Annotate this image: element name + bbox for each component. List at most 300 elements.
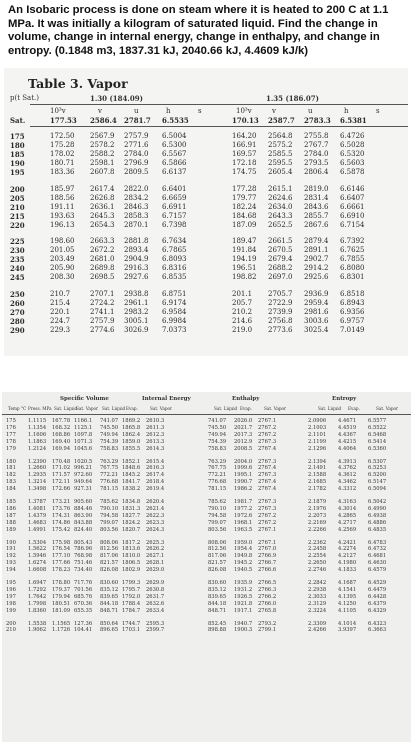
table1-cell: 7.0373	[162, 325, 187, 334]
table2-cell: 2629.9	[146, 580, 165, 586]
table1-cell: 2617.4	[90, 184, 115, 193]
table1-cell: 191.11	[50, 202, 75, 211]
table2-cell: 2610.3	[146, 418, 165, 424]
table1-cell: 2670.5	[268, 246, 293, 255]
table2-cell: 1.6947	[28, 580, 47, 586]
table1-cell: 2585.5	[268, 150, 293, 159]
table1-row	[4, 246, 408, 255]
table2-cell: 808.06	[100, 539, 119, 546]
table1-cell: 2661.5	[268, 237, 293, 245]
table2-cell: 171.57	[52, 472, 71, 479]
table1-cell: 6.5320	[340, 150, 365, 159]
header-rule	[30, 104, 408, 105]
table2-cell: 2611.3	[146, 424, 165, 431]
table1-cell: 2626.8	[90, 193, 115, 202]
table2-cell: 843.88	[74, 519, 93, 526]
table2-cell: 1838.2	[122, 486, 141, 493]
table2-cell: 6.5200	[368, 472, 387, 479]
table2-cell: 180.51	[52, 600, 71, 607]
table2-cell: 176	[6, 424, 16, 431]
table2-cell: 1806.5	[122, 560, 141, 567]
table2-cell: 1.3214	[28, 479, 47, 486]
table2-cell: 996.21	[74, 465, 93, 472]
table1-cell: 2724.2	[90, 298, 115, 307]
table2-cell: 1959.0	[234, 539, 253, 546]
table2-cell: 195	[6, 580, 16, 586]
table2-cell: 4.3312	[338, 486, 357, 493]
table2-cell: 4.3163	[338, 499, 357, 505]
table1-cell: 2891.1	[304, 246, 329, 255]
table1-cell: 2636.1	[90, 202, 115, 211]
table1-cell: 2959.4	[304, 298, 329, 307]
table2-cell: 2.2073	[308, 512, 327, 519]
table1-cell: 6.5381	[340, 116, 367, 125]
table1-row	[4, 194, 408, 203]
table2-cell: 197	[6, 593, 16, 600]
table2-cell: 844.18	[208, 600, 227, 607]
table1-cell: 174.75	[232, 168, 257, 177]
table1-cell: 240	[10, 264, 25, 274]
table2-cell: 2626.2	[146, 546, 165, 553]
table1-cell: 2927.6	[124, 273, 149, 282]
table2-cell: 2767.3	[258, 505, 277, 512]
table2-cell: 4.3014	[338, 505, 357, 512]
table1-cell: 2578.2	[90, 141, 115, 150]
table2-cell: 1845.2	[122, 472, 141, 479]
table1-cell: 6.8080	[340, 264, 365, 273]
table2-cell: 187	[6, 512, 16, 519]
table1-cell: 235	[10, 255, 25, 265]
table2-cell: 898.88	[208, 627, 227, 634]
table1-cell: 172.50	[50, 132, 75, 140]
table2-cell: 6.5307	[368, 458, 387, 465]
table2-cell: 790.10	[208, 505, 227, 512]
table1-cell: 6.6659	[162, 193, 187, 202]
table2-cell: 763.29	[100, 458, 119, 465]
table2-cell: 1.2390	[28, 458, 47, 465]
table2-cell: 2621.4	[146, 505, 165, 512]
table1-cell: 2870.1	[124, 220, 149, 229]
table1-cell: 196.13	[50, 220, 75, 229]
table1-row	[4, 203, 408, 212]
table2-cell: 1.3787	[28, 499, 47, 505]
table2-cell: 781.15	[100, 486, 119, 493]
table2-cell: 1.5304	[28, 539, 47, 546]
table2-cell: 2012.9	[234, 438, 253, 445]
table2-cell: 1.1354	[28, 424, 47, 431]
table2-cell: 178	[6, 438, 16, 445]
table2-cell: 173.76	[52, 505, 71, 512]
table2-cell: 2767.3	[258, 458, 277, 465]
table2-cell: 1834.8	[122, 499, 141, 505]
table2-cell: 6.4323	[368, 620, 387, 627]
table1-cell: 2925.6	[304, 273, 329, 282]
table1-cell: 6.8301	[340, 273, 365, 282]
table2-cell: 835.12	[100, 586, 119, 593]
table1-cell: 2843.6	[304, 202, 329, 211]
table1-cell: 2855.7	[304, 211, 329, 220]
table2-cell: 2766.5	[258, 580, 277, 586]
table2-cell: 1.7998	[28, 600, 47, 607]
table1-cell: 2697.0	[268, 273, 293, 282]
table2-cell: 4.1541	[338, 586, 357, 593]
table1-cell: 201.05	[50, 246, 75, 255]
table2-col-labels	[2, 406, 411, 413]
table2-cell: 772.21	[208, 472, 227, 479]
table2-cell: 817.06	[100, 553, 119, 560]
table2-cell: 803.56	[208, 526, 227, 533]
table2-cell: 799.07	[208, 519, 227, 526]
table2-cell: 2.2938	[308, 586, 327, 593]
table2-cell: 4.1395	[338, 593, 357, 600]
table1-cell: 177.53	[50, 116, 77, 125]
table2-cell: 4.2865	[338, 512, 357, 519]
table1-cell: 229.3	[50, 325, 71, 334]
table1-cell: 6.6911	[162, 202, 187, 211]
table2-cell: 768.98	[74, 553, 93, 560]
table2-cell: 1824.2	[122, 519, 141, 526]
table2-cell: 4.2569	[338, 526, 357, 533]
table2-cell: 2767.3	[258, 472, 277, 479]
table1-cell: 6.7398	[162, 220, 187, 229]
table1-cell: 6.5878	[340, 168, 365, 177]
table1-cell: 225	[10, 237, 25, 246]
table2-cell: 6.4783	[368, 539, 387, 546]
table2-cell: 734.40	[74, 567, 93, 574]
table2-cell: 2767.3	[258, 499, 277, 505]
table1-cell: 2774.6	[90, 325, 115, 334]
table1-cell: 2834.2	[124, 193, 149, 202]
table2-cell: 1703.1	[122, 627, 141, 634]
table1-row	[4, 221, 408, 230]
table2-cell: 1799.3	[122, 580, 141, 586]
table2-cell: 1.7642	[28, 593, 47, 600]
table1-cell: 214.6	[232, 316, 253, 325]
table1-row	[4, 290, 408, 299]
table1-cell: 6.6137	[162, 168, 187, 177]
table1-cell: 6.7392	[340, 237, 365, 245]
table1-cell: 2643.3	[268, 211, 293, 220]
table1-cell: 170.13	[232, 116, 259, 125]
table1-cell: 2663.3	[90, 237, 115, 245]
table1-cell: 2598.1	[90, 159, 115, 168]
table2-cell: 4.2274	[338, 546, 357, 553]
table2-cell: 1125.1	[74, 424, 93, 431]
table2-cell: 6.5468	[368, 431, 387, 438]
table2-cell: 6.4681	[368, 553, 387, 560]
table2-cell: 6.4379	[368, 600, 387, 607]
table1-cell: 6.5028	[340, 141, 365, 150]
table1-cell: 169.57	[232, 150, 257, 159]
table2-cell: 785.62	[100, 499, 119, 505]
table1-cell: 190	[10, 159, 25, 169]
table1-cell: 270	[10, 307, 25, 317]
table1-cell: 2564.8	[268, 132, 293, 140]
table2-cell: 2595.3	[146, 620, 165, 627]
table1-cell: 208.30	[50, 273, 75, 282]
table1-subheader-cell: h	[344, 107, 349, 115]
table2-cell: 2.1296	[308, 445, 327, 452]
table2-cell: 177.10	[52, 553, 71, 560]
table1-cell: 205	[10, 193, 25, 203]
table2-col-label: Sat. Vapor	[376, 406, 399, 411]
table2-cell: 1802.9	[122, 567, 141, 574]
table2-cell: 4.2421	[338, 539, 357, 546]
table2-cell: 1945.2	[234, 560, 253, 567]
table2-cell: 6.5253	[368, 465, 387, 472]
table1-cell: 203.49	[50, 255, 75, 264]
table2-col-label: Evap.	[240, 406, 252, 411]
table1-cell: 6.6407	[340, 193, 365, 202]
table2-cell: 2767.2	[258, 512, 277, 519]
table1-cell: 2756.8	[268, 316, 293, 325]
table2-cell: 2.1976	[308, 505, 327, 512]
table2-cell: 4.1250	[338, 600, 357, 607]
table1-title: Table 3. Vapor	[28, 76, 128, 91]
table1-cell: 250	[10, 289, 25, 299]
table2-cell: 1813.6	[122, 546, 141, 553]
table2-cell: 186	[6, 505, 16, 512]
table1-cell: 2831.4	[304, 193, 329, 202]
table1-cell: 6.6401	[162, 184, 187, 193]
table1-cell: 6.5866	[162, 159, 187, 168]
table1-cell: 6.5300	[162, 141, 187, 150]
steam-table-saturated	[2, 392, 411, 742]
table2-cell: 4.4367	[338, 431, 357, 438]
table2-cell: 2.2554	[308, 553, 327, 560]
table2-cell: 767.75	[100, 465, 119, 472]
table1-subheader-cell: 10³v	[50, 107, 66, 115]
table1-cell: 185.97	[50, 184, 75, 193]
table2-cell: 184	[6, 486, 16, 493]
table1-cell: 2739.9	[268, 307, 293, 316]
table2-cell: 1.1606	[28, 431, 47, 438]
table1-cell: 205.7	[232, 298, 253, 307]
table2-cell: 1841.7	[122, 479, 141, 486]
table2-cell: 2628.1	[146, 560, 165, 567]
table2-row	[2, 627, 411, 634]
table1-subheader-cell: u	[308, 107, 313, 115]
table2-cell: 175	[6, 418, 16, 424]
problem-statement: An Isobaric process is done on steam where it is heated to 200 C at 1.1 MPa. It was initially a kilogram of saturated liquid. Find the change in volume, change in internal energy, change in enthalpy, and change in entropy. (0.1848 m3, 1837.31 kJ, 2040.66 kJ, 4.4609 kJ/k)	[8, 4, 389, 57]
table1-cell: 6.5603	[340, 159, 365, 168]
table2-cell: 2632.6	[146, 600, 165, 607]
table2-cell: 4.1105	[338, 607, 357, 614]
table2-cell: 2793.2	[258, 620, 277, 627]
table1-cell: 189.47	[232, 237, 257, 245]
table2-cell: 4.3762	[338, 465, 357, 472]
table1-row	[4, 255, 408, 264]
table2-cell: 6.5147	[368, 479, 387, 486]
table2-cell: 776.68	[208, 479, 227, 486]
table2-cell: 2623.3	[146, 519, 165, 526]
table1-cell: 2681.0	[90, 255, 115, 264]
table2-cell: 2008.5	[234, 445, 253, 452]
table1-cell: 205.90	[50, 264, 75, 273]
table2-cell: 1917.1	[234, 607, 253, 614]
table2-cell: 2.1685	[308, 479, 327, 486]
table1-cell: 198.60	[50, 237, 75, 245]
table1-cell: 175.28	[50, 141, 75, 150]
table1-cell: 179.77	[232, 193, 257, 202]
table2-cell: 2767.4	[258, 445, 277, 452]
table2-cell: 1865.8	[122, 424, 141, 431]
table1-cell: 198.82	[232, 273, 257, 282]
table2-cell: 4.4519	[338, 424, 357, 431]
table1-cell: 193.63	[50, 211, 75, 220]
table2-cell: 6.3663	[368, 627, 387, 634]
table1-cell: 280	[10, 316, 25, 326]
table2-cell: 1.5538	[28, 620, 47, 627]
table1-cell: 2893.4	[124, 246, 149, 255]
table2-cell: 1968.1	[234, 519, 253, 526]
table2-cell: 2.3129	[308, 600, 327, 607]
table2-cell: 884.46	[74, 505, 93, 512]
table2-cell: 1.5946	[28, 553, 47, 560]
table2-cell: 170.48	[52, 458, 71, 465]
table2-cell: 972.60	[74, 472, 93, 479]
table1-cell: 2784.0	[304, 150, 329, 159]
table2-cell: 844.18	[100, 600, 119, 607]
table2-cell: 2766.6	[258, 567, 277, 574]
pressure-left: 1.30 (184.09)	[90, 94, 143, 103]
table2-group-header: Enthalpy	[232, 396, 260, 402]
table2-cell: 749.94	[208, 431, 227, 438]
table2-cell: 805.43	[74, 539, 93, 546]
table1-subheader-cell: v	[272, 107, 276, 115]
table2-cell: 830.60	[100, 580, 119, 586]
table2-cell: 4.1833	[338, 567, 357, 574]
table1-cell: 2634.0	[268, 202, 293, 211]
table1-cell: 6.8093	[162, 255, 187, 264]
table1-cell: 6.8943	[340, 298, 365, 307]
table2-cell: 104.41	[74, 627, 93, 634]
table2-cell: 863.90	[74, 512, 93, 519]
table2-cell: 177	[6, 431, 16, 438]
table1-cell: 2575.2	[268, 141, 293, 150]
table1-cell: 215	[10, 211, 25, 221]
table1-cell: 2757.9	[124, 132, 149, 140]
table2-cell: 794.58	[100, 512, 119, 519]
table1-cell: 6.8518	[340, 289, 365, 298]
table2-cell: 2765.8	[258, 607, 277, 614]
table2-cell: 2.2458	[308, 546, 327, 553]
table2-cell: 1020.5	[74, 458, 93, 465]
table1-row	[4, 299, 408, 308]
table2-header-rule	[2, 414, 411, 415]
table1-cell: 2781.7	[124, 116, 151, 125]
table2-row	[2, 486, 411, 493]
table2-cell: 1.7292	[28, 586, 47, 593]
table1-row	[4, 273, 408, 282]
table1-cell: 230	[10, 246, 25, 256]
table2-group-header: Internal Energy	[142, 396, 191, 402]
table2-cell: 1831.3	[122, 505, 141, 512]
table1-cell: 2679.4	[268, 255, 293, 264]
table2-cell: 198	[6, 600, 16, 607]
table2-cell: 2627.1	[146, 553, 165, 560]
table2-cell: 2615.4	[146, 458, 165, 465]
table2-col-label: Evap.	[126, 406, 138, 411]
table1-cell: 2904.9	[124, 255, 149, 264]
table2-cell: 172.11	[52, 479, 71, 486]
table2-cell: 182	[6, 472, 16, 479]
table1-cell: 2981.6	[304, 307, 329, 316]
table2-cell: 776.68	[100, 479, 119, 486]
table1-cell: 6.9984	[162, 316, 187, 325]
table2-cell: 2625.3	[146, 539, 165, 546]
table2-cell: 670.36	[74, 600, 93, 607]
table2-cell: 173.21	[52, 499, 71, 505]
table2-cell: 767.75	[208, 465, 227, 472]
table2-cell: 896.65	[100, 627, 119, 634]
table2-cell: 171.02	[52, 465, 71, 472]
pressure-right: 1.35 (186.07)	[266, 94, 319, 103]
table2-cell: 2021.7	[234, 424, 253, 431]
table1-cell: 245	[10, 273, 25, 283]
table2-cell: 2.2650	[308, 560, 327, 567]
table2-cell: 852.45	[208, 620, 227, 627]
table1-cell: 6.8751	[162, 289, 187, 298]
table2-cell: 1.1726	[52, 627, 71, 634]
table2-cell: 4.3612	[338, 472, 357, 479]
table2-cell: 1820.7	[122, 526, 141, 533]
table2-cell: 2766.0	[258, 600, 277, 607]
table2-cell: 754.39	[208, 438, 227, 445]
table2-cell: 2767.4	[258, 479, 277, 486]
table2-row	[2, 446, 411, 453]
table1-cell: 6.7157	[162, 211, 187, 220]
table2-cell: 3.9397	[338, 627, 357, 634]
table2-cell: 2767.1	[258, 539, 277, 546]
table2-cell: 2622.3	[146, 512, 165, 519]
table1-cell: 2707.1	[90, 289, 115, 298]
table1-cell: 6.7154	[340, 220, 365, 229]
table1-cell: 2587.7	[268, 116, 295, 125]
table1-cell: 219.0	[232, 325, 253, 334]
table1-cell: 2586.4	[90, 116, 117, 125]
table1-cell: 7.0149	[340, 325, 365, 334]
table2-col-label: Press. MPa	[28, 406, 52, 411]
table2-cell: 848.71	[100, 607, 119, 614]
table2-cell: 1931.2	[234, 586, 253, 593]
table2-cell: 179	[6, 445, 16, 452]
table2-cell: 817.06	[208, 553, 227, 560]
table1-cell: 194.19	[232, 255, 257, 264]
table2-cell: 850.64	[100, 620, 119, 627]
table2-cell: 6.5522	[368, 424, 387, 431]
table2-cell: 189	[6, 526, 16, 533]
table1-cell: 183.36	[50, 168, 75, 177]
table2-cell: 2.2362	[308, 539, 327, 546]
table2-cell: 839.65	[100, 593, 119, 600]
table2-cell: 1.1863	[28, 438, 47, 445]
table1-cell: 220	[10, 220, 25, 230]
table2-cell: 2767.4	[258, 465, 277, 472]
table2-cell: 2624.3	[146, 526, 165, 533]
table2-cell: 799.07	[100, 519, 119, 526]
steam-table-superheated	[4, 68, 408, 356]
table2-cell: 6.4938	[368, 512, 387, 519]
table1-cell: 6.6910	[340, 211, 365, 220]
table2-cell: 183	[6, 479, 16, 486]
table2-cell: 2613.3	[146, 438, 165, 445]
table1-row	[4, 264, 408, 273]
table1-cell: 210	[10, 202, 25, 212]
table2-cell: 1.6274	[28, 560, 47, 567]
table2-cell: 199	[6, 607, 16, 614]
table2-cell: 772.21	[100, 472, 119, 479]
